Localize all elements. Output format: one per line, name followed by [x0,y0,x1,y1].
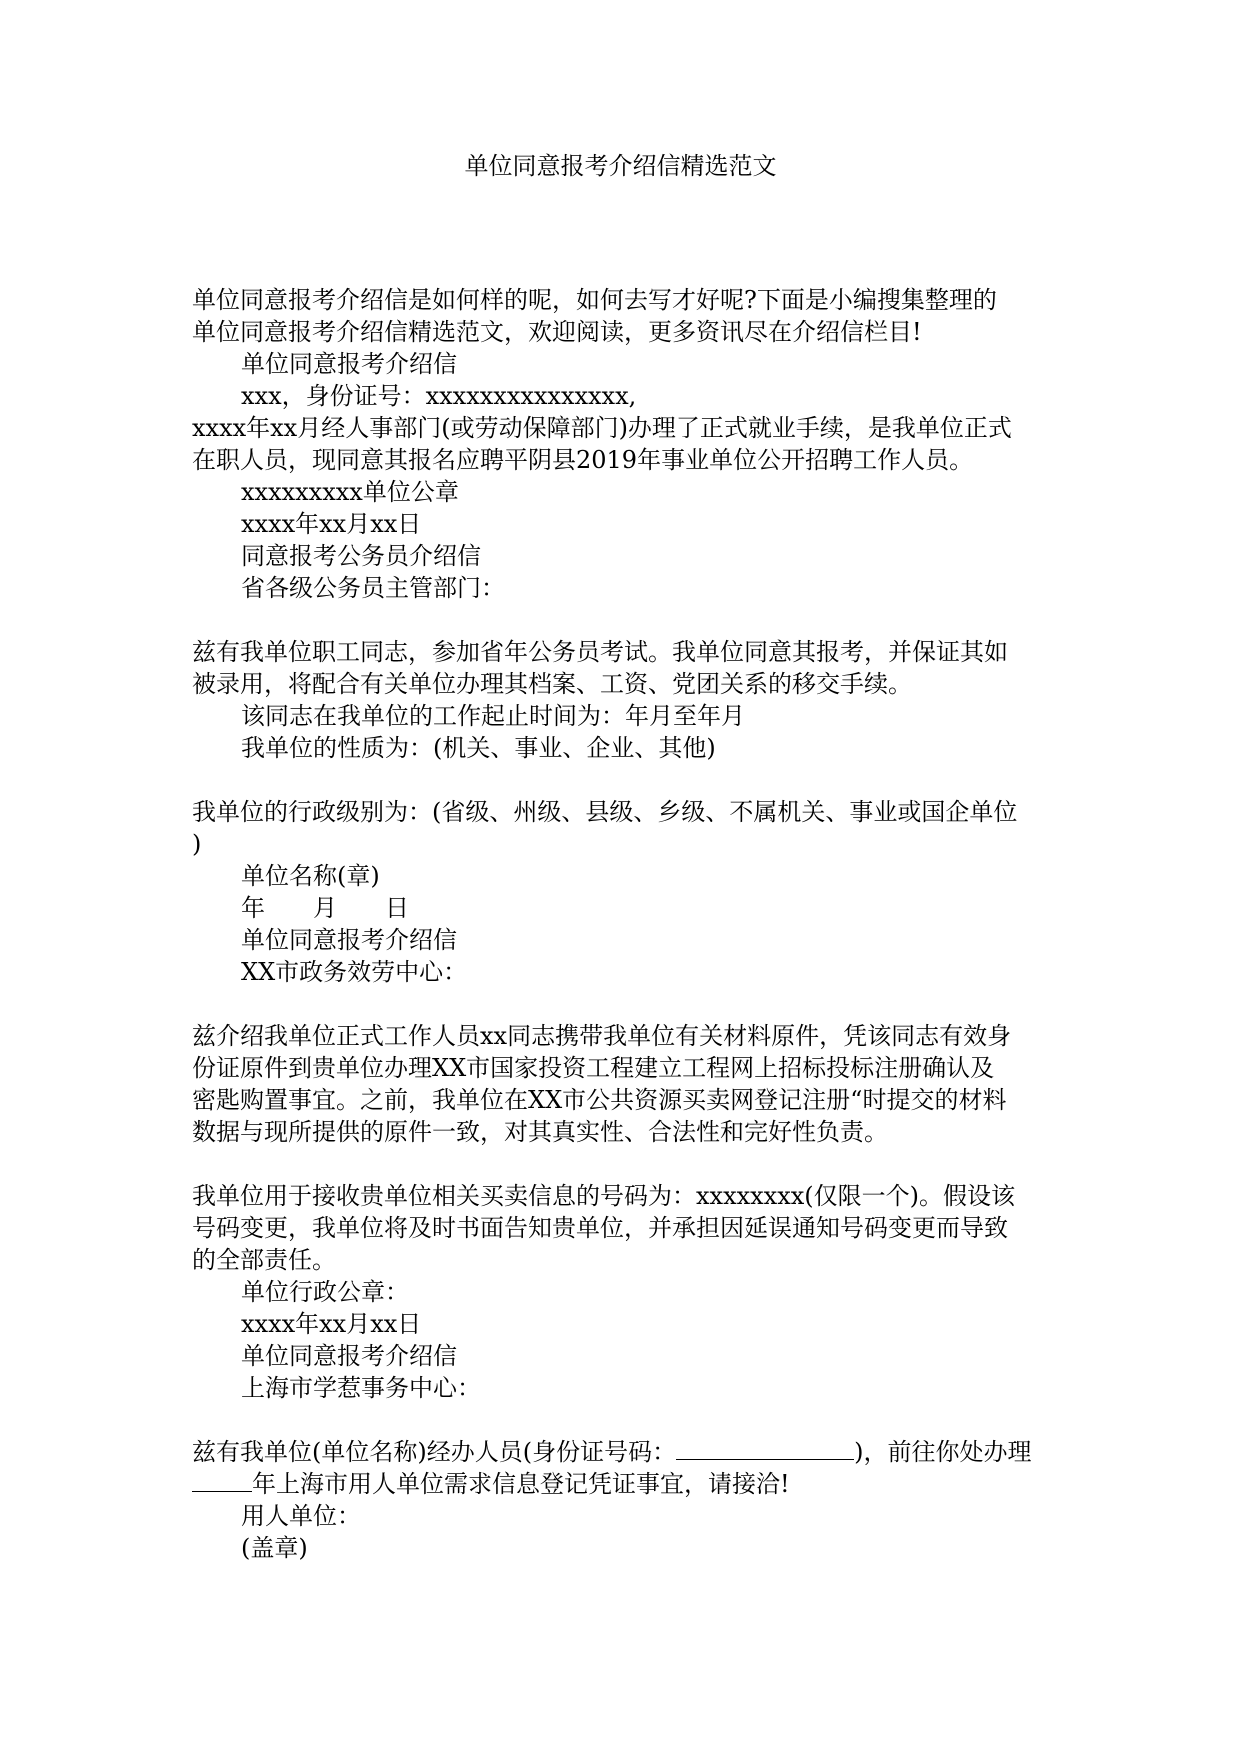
letter3-body1-line: 数据与现所提供的原件一致，对其真实性、合法性和完好性负责。 [192,1118,888,1146]
letter2-admin-level-line: ) [192,830,202,858]
letter3-addressee: XX市政务效劳中心： [241,958,468,986]
intro-line: 单位同意报考介绍信是如何样的呢，如何去写才好呢?下面是小编搜集整理的 [192,286,997,314]
blank-underline [676,1437,854,1460]
letter3-heading: 单位同意报考介绍信 [241,926,457,954]
letter1-body-line: xxxx年xx月经人事部门(或劳动保障部门)办理了正式就业手续，是我单位正式 [192,414,1012,442]
letter1-id-line: xxx，身份证号：xxxxxxxxxxxxxxx, [241,382,637,410]
letter4-body-part: 年上海市用人单位需求信息登记凭证事宜，请接洽! [252,1470,790,1498]
letter2-body-line: 兹有我单位职工同志，参加省年公务员考试。我单位同意其报考，并保证其如 [192,638,1008,666]
letter3-body2-line: 我单位用于接收贵单位相关买卖信息的号码为：xxxxxxxx(仅限一个)。假设该 [192,1182,1016,1210]
letter2-admin-level-line: 我单位的行政级别为：(省级、州级、县级、乡级、不属机关、事业或国企单位 [192,798,1018,826]
date-month: 月 [313,894,337,922]
letter1-heading: 单位同意报考介绍信 [241,350,457,378]
blank-underline [192,1469,252,1492]
document-title: 单位同意报考介绍信精选范文 [464,152,777,180]
letter2-work-time: 该同志在我单位的工作起止时间为：年月至年月 [241,702,745,730]
letter1-date: xxxx年xx月xx日 [241,510,422,538]
letter2-nature: 我单位的性质为：(机关、事业、企业、其他) [241,734,716,762]
letter2-date-line [241,892,409,924]
letter2-addressee: 省各级公务员主管部门： [241,574,505,602]
letter3-body1-line: 兹介绍我单位正式工作人员xx同志携带我单位有关材料原件，凭该同志有效身 [192,1022,1012,1050]
letter3-body2-line: 的全部责任。 [192,1246,336,1274]
letter2-body-line: 被录用，将配合有关单位办理其档案、工资、党团关系的移交手续。 [192,670,912,698]
letter4-body-part: )，前往你处办理 [854,1438,1032,1466]
letter4-body-line [192,1468,790,1500]
date-year: 年 [241,894,265,922]
letter3-body1-line: 份证原件到贵单位办理XX市国家投资工程建立工程网上招标投标注册确认及 [192,1054,995,1082]
letter4-heading: 单位同意报考介绍信 [241,1342,457,1370]
letter4-employer: 用人单位： [241,1502,361,1530]
letter4-addressee: 上海市学惹事务中心： [241,1374,481,1402]
letter3-date: xxxx年xx月xx日 [241,1310,422,1338]
letter4-body-line [192,1436,1031,1468]
letter4-body-part: 兹有我单位(单位名称)经办人员(身份证号码： [192,1438,677,1466]
intro-line: 单位同意报考介绍信精选范文，欢迎阅读，更多资讯尽在介绍信栏目! [192,318,922,346]
date-day: 日 [385,894,409,922]
letter3-body1-line: 密匙购置事宜。之前，我单位在XX市公共资源买卖网登记注册“时提交的材料 [192,1086,1007,1114]
letter1-seal: xxxxxxxxx单位公章 [241,478,459,506]
letter4-stamp: (盖章) [241,1534,308,1562]
letter3-seal: 单位行政公章： [241,1278,409,1306]
letter2-heading: 同意报考公务员介绍信 [241,542,481,570]
letter2-unit-name: 单位名称(章) [241,862,380,890]
letter1-body-line: 在职人员，现同意其报名应聘平阴县2019年事业单位公开招聘工作人员。 [192,446,974,474]
letter3-body2-line: 号码变更，我单位将及时书面告知贵单位，并承担因延误通知号码变更而导致 [192,1214,1008,1242]
